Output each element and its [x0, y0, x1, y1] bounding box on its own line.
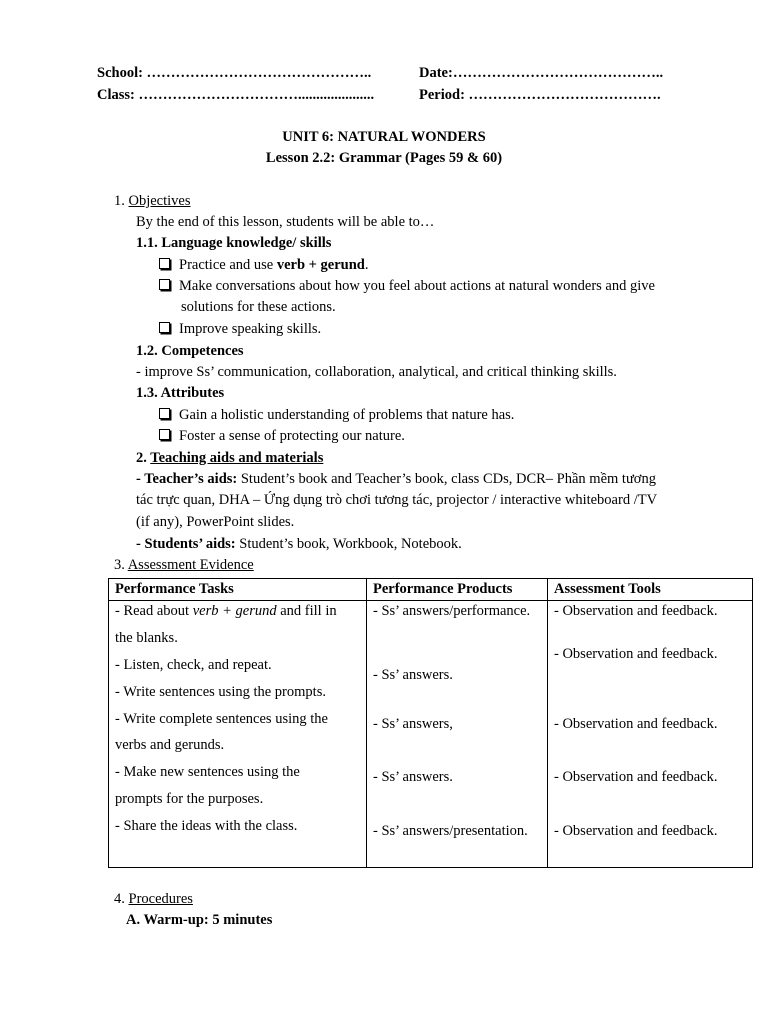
- period-label: Period:: [419, 87, 465, 103]
- checkbox-icon: [159, 322, 170, 333]
- objectives-heading: [114, 191, 191, 212]
- teacher-aids-label: - Teacher’s aids:: [136, 471, 238, 487]
- list-item: [159, 255, 368, 276]
- task-1-line1: [115, 601, 337, 622]
- objectives-number: 1.: [114, 193, 125, 209]
- product-2: - Ss’ answers.: [373, 667, 453, 683]
- checkbox-icon: [159, 429, 170, 440]
- task-1-post: and fill in: [280, 603, 337, 619]
- student-aids-text: Student’s book, Workbook, Notebook.: [239, 536, 462, 552]
- assessment-title: Assessment Evidence: [127, 557, 254, 573]
- task-2: - Listen, check, and repeat.: [115, 657, 272, 673]
- task-1-pre: - Read about: [115, 603, 190, 619]
- col-assessment-tools: Assessment Tools: [548, 579, 753, 601]
- task-1-line2: the blanks.: [115, 630, 178, 646]
- attr-item2: Foster a sense of protecting our nature.: [179, 428, 405, 444]
- teacher-aids-line1: [136, 469, 656, 490]
- school-line: [97, 63, 371, 84]
- task-4-line2: verbs and gerunds.: [115, 737, 225, 753]
- lk-item1-pre: Practice and use: [179, 257, 274, 273]
- col-performance-tasks: Performance Tasks: [109, 579, 367, 601]
- class-line: [97, 85, 374, 106]
- list-item: [159, 276, 655, 297]
- competences-text: - improve Ss’ communication, collaboration, analytical, and critical thinking skills.: [136, 364, 617, 380]
- assessment-number: 3.: [114, 557, 125, 573]
- date-line: [419, 63, 663, 84]
- task-1-italic: verb + gerund: [192, 603, 277, 619]
- lk-item3: Improve speaking skills.: [179, 321, 322, 337]
- task-5-line2: prompts for the purposes.: [115, 791, 264, 807]
- list-item: [159, 405, 514, 426]
- date-dots: ……………………………………..: [452, 65, 664, 81]
- lesson-title: Lesson 2.2: Grammar (Pages 59 & 60): [265, 150, 503, 166]
- language-knowledge-heading: 1.1. Language knowledge/ skills: [136, 235, 332, 251]
- tool-1: - Observation and feedback.: [554, 603, 718, 619]
- assessment-heading: [114, 555, 254, 576]
- teacher-aids-text1: Student’s book and Teacher’s book, class CDs, DCR– Phần mềm tương: [240, 471, 656, 487]
- aids-number: 2.: [136, 450, 147, 466]
- lk-item1-post: .: [364, 257, 369, 273]
- aids-heading: [136, 448, 323, 469]
- student-aids-label: - Students’ aids:: [136, 536, 236, 552]
- checkbox-icon: [159, 258, 170, 269]
- tool-2: - Observation and feedback.: [554, 646, 718, 662]
- tool-5: - Observation and feedback.: [554, 823, 718, 839]
- unit-title: UNIT 6: NATURAL WONDERS: [282, 129, 486, 145]
- teacher-aids-line3: (if any), PowerPoint slides.: [136, 514, 295, 530]
- list-item: [159, 426, 405, 447]
- procedures-number: 4.: [114, 891, 125, 907]
- class-label: Class:: [97, 87, 135, 103]
- aids-title: Teaching aids and materials: [150, 450, 324, 466]
- tools-cell: [548, 601, 753, 868]
- student-aids-line: [136, 534, 462, 555]
- warmup-heading: A. Warm-up: 5 minutes: [126, 912, 273, 928]
- school-label: School:: [97, 65, 143, 81]
- lk-item1-bold: verb + gerund: [276, 257, 365, 273]
- products-cell: [367, 601, 548, 868]
- lk-item2-line2: solutions for these actions.: [181, 299, 336, 315]
- table-row: [109, 601, 753, 868]
- table-header-row: [109, 579, 753, 601]
- attributes-heading: 1.3. Attributes: [136, 385, 225, 401]
- school-dots: ………………………………………..: [146, 65, 372, 81]
- procedures-title: Procedures: [128, 891, 193, 907]
- task-4-line1: - Write complete sentences using the: [115, 711, 328, 727]
- competences-heading: 1.2. Competences: [136, 343, 244, 359]
- objectives-title: Objectives: [128, 193, 191, 209]
- product-3: - Ss’ answers,: [373, 716, 453, 732]
- assessment-table: [108, 578, 753, 868]
- product-5: - Ss’ answers/presentation.: [373, 823, 528, 839]
- procedures-heading: [114, 889, 193, 910]
- checkbox-icon: [159, 408, 170, 419]
- date-label: Date:: [419, 65, 453, 81]
- task-6: - Share the ideas with the class.: [115, 818, 298, 834]
- teacher-aids-line2: tác trực quan, DHA – Ứng dụng trò chơi tương tác, projector / interactive whiteboard /TV: [136, 492, 658, 508]
- col-performance-products: Performance Products: [367, 579, 548, 601]
- period-line: [419, 85, 661, 106]
- product-1: - Ss’ answers/performance.: [373, 603, 531, 619]
- tool-4: - Observation and feedback.: [554, 769, 718, 785]
- task-3: - Write sentences using the prompts.: [115, 684, 326, 700]
- lk-item2-line1: Make conversations about how you feel about actions at natural wonders and give: [179, 278, 655, 294]
- objectives-intro: By the end of this lesson, students will be able to…: [136, 214, 435, 230]
- class-dots: …………………………….....................: [138, 87, 375, 103]
- list-item: [159, 319, 321, 340]
- period-dots: ………………………………….: [468, 87, 661, 103]
- checkbox-icon: [159, 279, 170, 290]
- product-4: - Ss’ answers.: [373, 769, 453, 785]
- tasks-cell: [109, 601, 367, 868]
- tool-3: - Observation and feedback.: [554, 716, 718, 732]
- task-5-line1: - Make new sentences using the: [115, 764, 300, 780]
- attr-item1: Gain a holistic understanding of problems that nature has.: [179, 407, 515, 423]
